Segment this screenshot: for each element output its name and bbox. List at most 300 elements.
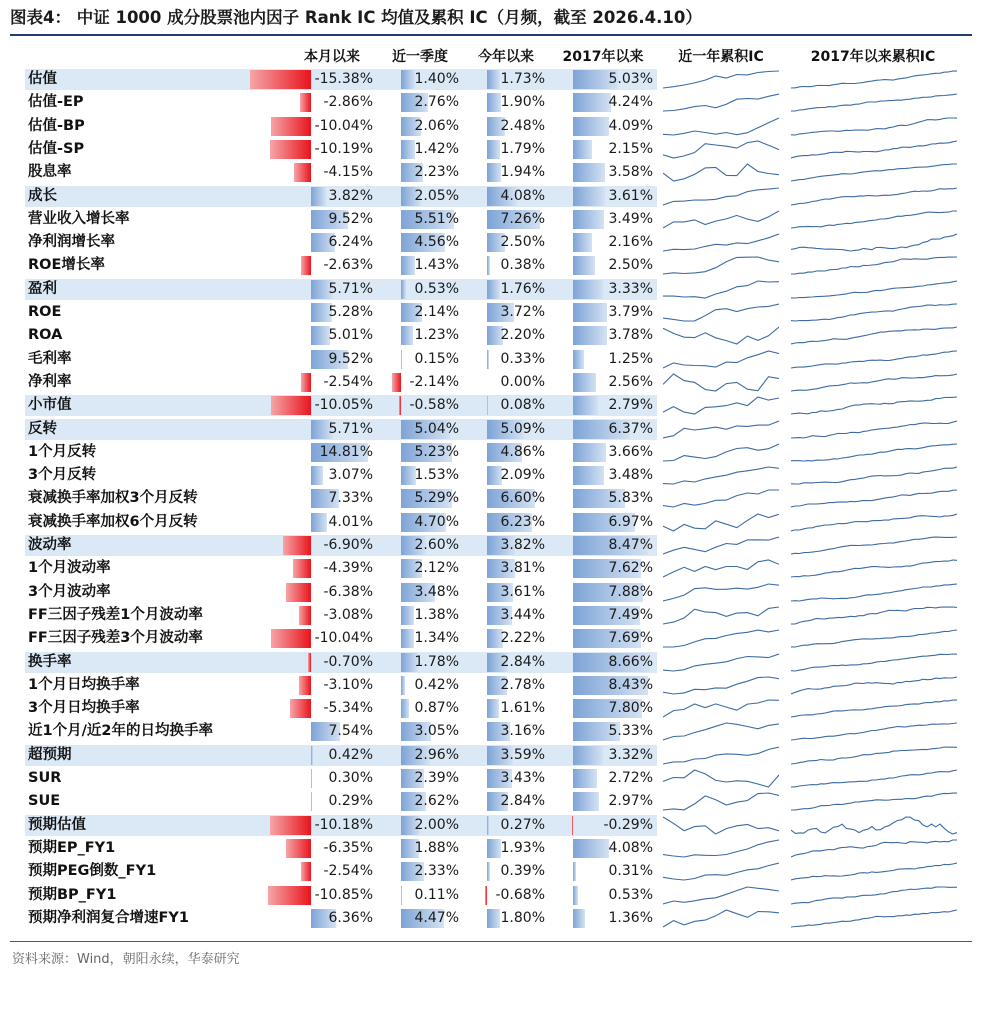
month-cell xyxy=(287,68,377,91)
cum-ic-2017-sparkline xyxy=(791,837,957,860)
since-2017-cell xyxy=(549,627,657,650)
ic-value: 8.43% xyxy=(608,676,653,693)
month-cell xyxy=(287,790,377,813)
factor-name: 1个月反转 xyxy=(28,443,97,460)
month-cell xyxy=(287,837,377,860)
table-row xyxy=(25,161,965,184)
positive-bar xyxy=(401,629,414,648)
ic-value: 8.66% xyxy=(608,653,653,670)
ic-value: 2.05% xyxy=(414,187,459,204)
month-cell xyxy=(287,441,377,464)
ic-value: 4.56% xyxy=(414,234,459,251)
ic-value: 4.08% xyxy=(500,187,545,204)
factor-name: 估值-EP xyxy=(28,94,84,111)
table-row xyxy=(25,884,965,907)
positive-bar xyxy=(311,466,323,485)
quarter-cell xyxy=(377,487,463,510)
ic-value: 0.29% xyxy=(328,793,373,810)
ic-value: -4.15% xyxy=(323,164,373,181)
ic-value: 3.33% xyxy=(608,280,653,297)
cum-ic-2017-sparkline xyxy=(791,278,957,301)
since-2017-cell xyxy=(549,138,657,161)
ic-value: 7.88% xyxy=(608,583,653,600)
negative-bar xyxy=(250,70,312,89)
cum-ic-1y-sparkline xyxy=(663,767,779,790)
quarter-cell xyxy=(377,651,463,674)
factor-name: 衰减换手率加权3个月反转 xyxy=(28,490,198,507)
ic-value: 1.61% xyxy=(500,700,545,717)
positive-bar xyxy=(573,373,596,392)
ic-value: 6.24% xyxy=(328,234,373,251)
cum-ic-1y-sparkline xyxy=(663,907,779,930)
ic-value: 6.97% xyxy=(608,513,653,530)
ic-value: 6.36% xyxy=(328,909,373,926)
ic-value: 3.66% xyxy=(608,443,653,460)
ytd-cell xyxy=(463,487,549,510)
positive-bar xyxy=(311,326,330,345)
cum-ic-2017-sparkline xyxy=(791,581,957,604)
quarter-cell xyxy=(377,627,463,650)
factor-name: 3个月反转 xyxy=(28,467,97,484)
ytd-cell xyxy=(463,814,549,837)
ic-value: 2.23% xyxy=(414,164,459,181)
table-row xyxy=(25,627,965,650)
since-2017-cell xyxy=(549,371,657,394)
factor-name: 反转 xyxy=(28,420,57,437)
month-cell xyxy=(287,324,377,347)
cum-ic-1y-sparkline xyxy=(663,837,779,860)
ic-value: 0.42% xyxy=(328,746,373,763)
positive-bar xyxy=(487,93,501,112)
since-2017-cell xyxy=(549,790,657,813)
quarter-cell xyxy=(377,91,463,114)
since-2017-cell xyxy=(549,884,657,907)
ytd-cell xyxy=(463,790,549,813)
cum-ic-1y-sparkline xyxy=(663,418,779,441)
factor-name: 衰减换手率加权6个月反转 xyxy=(28,513,198,530)
ic-value: 5.23% xyxy=(414,443,459,460)
table-row xyxy=(25,697,965,720)
quarter-cell xyxy=(377,161,463,184)
positive-bar xyxy=(487,839,501,858)
table-row xyxy=(25,651,965,674)
ic-value: 7.26% xyxy=(500,210,545,227)
ic-value: -2.14% xyxy=(409,373,459,390)
negative-bar xyxy=(299,606,311,625)
positive-bar xyxy=(487,70,500,89)
month-cell xyxy=(287,674,377,697)
ic-value: 2.78% xyxy=(500,676,545,693)
ytd-cell xyxy=(463,115,549,138)
cum-ic-1y-sparkline xyxy=(663,790,779,813)
month-cell xyxy=(287,627,377,650)
ic-value: 2.84% xyxy=(500,793,545,810)
ic-value: -15.38% xyxy=(314,71,373,87)
positive-bar xyxy=(573,210,604,229)
ic-value: -2.63% xyxy=(323,257,373,274)
positive-bar xyxy=(401,326,413,345)
ic-value: 2.09% xyxy=(500,467,545,484)
cum-ic-1y-sparkline xyxy=(663,371,779,394)
ic-value: -3.10% xyxy=(323,676,373,693)
quarter-cell xyxy=(377,837,463,860)
quarter-cell xyxy=(377,814,463,837)
ic-value: 8.47% xyxy=(608,537,653,553)
cum-ic-1y-sparkline xyxy=(663,278,779,301)
ytd-cell xyxy=(463,394,549,417)
table-row xyxy=(25,581,965,604)
negative-bar xyxy=(301,256,312,275)
positive-bar xyxy=(311,513,327,532)
table-row xyxy=(25,744,965,767)
positive-bar xyxy=(573,303,607,322)
figure-title: 图表4： 中证 1000 成分股票池内因子 Rank IC 均值及累积 IC（月频，截至 2026.4.10） xyxy=(10,8,702,27)
factor-name: 预期EP_FY1 xyxy=(28,839,116,856)
ic-value: 0.87% xyxy=(414,700,459,717)
quarter-cell xyxy=(377,604,463,627)
ic-value: 2.56% xyxy=(608,373,653,390)
positive-bar xyxy=(487,699,499,718)
ic-value: 1.38% xyxy=(414,606,459,623)
cum-ic-2017-sparkline xyxy=(791,161,957,184)
ic-value: 3.82% xyxy=(500,537,545,553)
cum-ic-2017-sparkline xyxy=(791,115,957,138)
ic-value: 3.79% xyxy=(608,304,653,320)
ytd-cell xyxy=(463,557,549,580)
cum-ic-2017-sparkline xyxy=(791,860,957,883)
factor-name: FF三因子残差3个月波动率 xyxy=(28,630,203,647)
ic-value: 3.32% xyxy=(608,746,653,763)
ic-value: 2.22% xyxy=(500,630,545,647)
cum-ic-1y-sparkline xyxy=(663,534,779,557)
since-2017-cell xyxy=(549,115,657,138)
ytd-cell xyxy=(463,324,549,347)
ic-value: 4.09% xyxy=(608,117,653,134)
quarter-cell xyxy=(377,511,463,534)
ytd-cell xyxy=(463,161,549,184)
ytd-cell xyxy=(463,604,549,627)
since-2017-cell xyxy=(549,324,657,347)
table-row xyxy=(25,208,965,231)
cum-ic-2017-sparkline xyxy=(791,464,957,487)
quarter-cell xyxy=(377,68,463,91)
table-row xyxy=(25,511,965,534)
quarter-cell xyxy=(377,581,463,604)
ic-value: 2.50% xyxy=(500,234,545,251)
ytd-cell xyxy=(463,627,549,650)
ic-value: 7.80% xyxy=(608,700,653,717)
ytd-cell xyxy=(463,464,549,487)
negative-bar xyxy=(299,676,311,695)
ytd-cell xyxy=(463,254,549,277)
cum-ic-1y-sparkline xyxy=(663,161,779,184)
factor-name: 3个月日均换手率 xyxy=(28,700,140,717)
positive-bar xyxy=(401,350,402,369)
ic-value: 2.33% xyxy=(414,863,459,880)
top-rule xyxy=(10,34,972,36)
ytd-cell xyxy=(463,441,549,464)
ytd-cell xyxy=(463,581,549,604)
month-cell xyxy=(287,487,377,510)
since-2017-cell xyxy=(549,557,657,580)
factor-name: 股息率 xyxy=(28,164,72,181)
ic-value: 2.16% xyxy=(608,234,653,251)
since-2017-cell xyxy=(549,860,657,883)
positive-bar xyxy=(401,256,415,275)
ic-value: 1.73% xyxy=(500,71,545,87)
ic-value: 3.78% xyxy=(608,327,653,344)
ic-value: 3.48% xyxy=(414,583,459,600)
table-row xyxy=(25,767,965,790)
cum-ic-2017-sparkline xyxy=(791,907,957,930)
month-cell xyxy=(287,254,377,277)
ic-value: 0.39% xyxy=(500,863,545,880)
negative-bar xyxy=(294,163,311,182)
positive-bar xyxy=(573,443,606,462)
header-cum-ic-2017: 2017年以来累积IC xyxy=(810,49,936,65)
ic-value: 2.00% xyxy=(414,816,459,833)
since-2017-cell xyxy=(549,697,657,720)
factor-name: SUR xyxy=(28,770,62,786)
cum-ic-2017-sparkline xyxy=(791,231,957,254)
cum-ic-2017-sparkline xyxy=(791,441,957,464)
ic-value: 7.33% xyxy=(328,490,373,507)
cum-ic-2017-sparkline xyxy=(791,348,957,371)
ic-value: 2.62% xyxy=(414,793,459,810)
ic-value: 2.48% xyxy=(500,117,545,134)
factor-name: SUE xyxy=(28,793,61,810)
negative-bar xyxy=(300,93,311,112)
ytd-cell xyxy=(463,884,549,907)
factor-name: 预期PEG倒数_FY1 xyxy=(28,863,157,880)
factor-name: ROE xyxy=(28,304,62,320)
month-cell xyxy=(287,394,377,417)
since-2017-cell xyxy=(549,394,657,417)
ic-value: 0.08% xyxy=(500,397,545,414)
factor-name: 盈利 xyxy=(28,280,57,297)
table-row xyxy=(25,115,965,138)
factor-name: 1个月波动率 xyxy=(28,560,111,577)
month-cell xyxy=(287,348,377,371)
positive-bar xyxy=(487,909,500,928)
quarter-cell xyxy=(377,464,463,487)
cum-ic-2017-sparkline xyxy=(791,91,957,114)
ic-value: -10.85% xyxy=(314,886,373,903)
ic-value: 5.09% xyxy=(500,420,545,437)
table-row xyxy=(25,814,965,837)
ic-value: 2.84% xyxy=(500,653,545,670)
ic-value: 2.06% xyxy=(414,117,459,134)
since-2017-cell xyxy=(549,301,657,324)
negative-bar xyxy=(485,886,487,905)
ytd-cell xyxy=(463,278,549,301)
negative-bar xyxy=(301,373,311,392)
ic-value: 1.88% xyxy=(414,839,459,856)
since-2017-cell xyxy=(549,231,657,254)
cum-ic-2017-sparkline xyxy=(791,68,957,91)
positive-bar xyxy=(401,140,415,159)
quarter-cell xyxy=(377,720,463,743)
positive-bar xyxy=(573,163,605,182)
header-month: 本月以来 xyxy=(304,49,360,65)
table-row xyxy=(25,720,965,743)
ic-value: 6.37% xyxy=(608,420,653,437)
factor-name: 近1个月/近2年的日均换手率 xyxy=(28,723,213,740)
negative-bar xyxy=(308,653,311,672)
cum-ic-2017-sparkline xyxy=(791,487,957,510)
table-row xyxy=(25,487,965,510)
negative-bar xyxy=(286,583,312,602)
ytd-cell xyxy=(463,534,549,557)
positive-bar xyxy=(487,280,500,299)
quarter-cell xyxy=(377,371,463,394)
month-cell xyxy=(287,208,377,231)
table-row xyxy=(25,790,965,813)
ic-value: -10.04% xyxy=(314,630,373,647)
quarter-cell xyxy=(377,254,463,277)
ic-value: 2.50% xyxy=(608,257,653,274)
positive-bar xyxy=(311,769,312,788)
header-since-2017: 2017年以来 xyxy=(562,49,644,65)
ytd-cell xyxy=(463,231,549,254)
ic-value: -10.19% xyxy=(314,140,373,157)
table-row xyxy=(25,68,965,91)
ic-value: 2.97% xyxy=(608,793,653,810)
ic-value: 2.60% xyxy=(414,537,459,553)
quarter-cell xyxy=(377,324,463,347)
ic-value: 7.62% xyxy=(608,560,653,577)
cum-ic-1y-sparkline xyxy=(663,814,779,837)
cum-ic-1y-sparkline xyxy=(663,464,779,487)
ic-value: 0.42% xyxy=(414,676,459,693)
ic-value: 1.76% xyxy=(500,280,545,297)
source-note: 资料来源：Wind，朝阳永续，华泰研究 xyxy=(12,952,240,967)
positive-bar xyxy=(401,676,405,695)
positive-bar xyxy=(573,140,592,159)
table-row xyxy=(25,231,965,254)
factor-name: 成长 xyxy=(28,187,57,204)
ic-value: 3.44% xyxy=(500,606,545,623)
ic-value: 9.52% xyxy=(328,350,373,367)
ic-value: 5.03% xyxy=(608,71,653,87)
month-cell xyxy=(287,511,377,534)
cum-ic-2017-sparkline xyxy=(791,371,957,394)
since-2017-cell xyxy=(549,720,657,743)
since-2017-cell xyxy=(549,814,657,837)
ic-value: 3.16% xyxy=(500,723,545,740)
factor-name: 毛利率 xyxy=(28,350,72,367)
positive-bar xyxy=(487,140,500,159)
cum-ic-2017-sparkline xyxy=(791,208,957,231)
month-cell xyxy=(287,534,377,557)
table-row xyxy=(25,185,965,208)
cum-ic-1y-sparkline xyxy=(663,254,779,277)
quarter-cell xyxy=(377,138,463,161)
ic-value: 5.71% xyxy=(328,420,373,437)
quarter-cell xyxy=(377,744,463,767)
cum-ic-2017-sparkline xyxy=(791,651,957,674)
since-2017-cell xyxy=(549,91,657,114)
cum-ic-1y-sparkline xyxy=(663,674,779,697)
month-cell xyxy=(287,278,377,301)
cum-ic-2017-sparkline xyxy=(791,767,957,790)
positive-bar xyxy=(573,746,603,765)
positive-bar xyxy=(401,699,409,718)
ic-value: -0.68% xyxy=(495,886,545,903)
table-row xyxy=(25,138,965,161)
quarter-cell xyxy=(377,557,463,580)
table-row xyxy=(25,674,965,697)
quarter-cell xyxy=(377,790,463,813)
table-row xyxy=(25,534,965,557)
since-2017-cell xyxy=(549,161,657,184)
ytd-cell xyxy=(463,185,549,208)
negative-bar xyxy=(270,140,311,159)
quarter-cell xyxy=(377,534,463,557)
ic-value: 0.38% xyxy=(500,257,545,274)
negative-bar xyxy=(271,629,311,648)
cum-ic-2017-sparkline xyxy=(791,720,957,743)
negative-bar xyxy=(286,839,311,858)
month-cell xyxy=(287,744,377,767)
factor-name: 预期BP_FY1 xyxy=(28,886,117,903)
ic-value: 7.54% xyxy=(328,723,373,740)
since-2017-cell xyxy=(549,487,657,510)
cum-ic-1y-sparkline xyxy=(663,627,779,650)
month-cell xyxy=(287,464,377,487)
negative-bar xyxy=(290,699,311,718)
table-row xyxy=(25,557,965,580)
since-2017-cell xyxy=(549,464,657,487)
cum-ic-2017-sparkline xyxy=(791,394,957,417)
ic-value: 3.43% xyxy=(500,770,545,786)
negative-bar xyxy=(268,886,311,905)
month-cell xyxy=(287,720,377,743)
since-2017-cell xyxy=(549,208,657,231)
quarter-cell xyxy=(377,115,463,138)
ytd-cell xyxy=(463,674,549,697)
ic-value: 4.86% xyxy=(500,443,545,460)
positive-bar xyxy=(573,769,597,788)
ytd-cell xyxy=(463,348,549,371)
ic-value: 4.08% xyxy=(608,839,653,856)
cum-ic-2017-sparkline xyxy=(791,557,957,580)
table-row xyxy=(25,278,965,301)
ytd-cell xyxy=(463,418,549,441)
factor-name: 3个月波动率 xyxy=(28,583,111,600)
table-row xyxy=(25,394,965,417)
ic-value: 1.94% xyxy=(500,164,545,181)
quarter-cell xyxy=(377,301,463,324)
cum-ic-1y-sparkline xyxy=(663,441,779,464)
factor-name: 换手率 xyxy=(28,653,72,670)
ic-value: 0.00% xyxy=(500,373,545,390)
positive-bar xyxy=(487,862,490,881)
ytd-cell xyxy=(463,767,549,790)
ic-value: -0.70% xyxy=(323,653,373,670)
since-2017-cell xyxy=(549,418,657,441)
factor-name: 估值 xyxy=(28,71,57,87)
quarter-cell xyxy=(377,697,463,720)
ic-value: 1.53% xyxy=(414,467,459,484)
month-cell xyxy=(287,697,377,720)
ic-value: -6.38% xyxy=(323,583,373,600)
since-2017-cell xyxy=(549,185,657,208)
ic-value: 3.07% xyxy=(328,467,373,484)
month-cell xyxy=(287,604,377,627)
ic-value: 2.79% xyxy=(608,397,653,414)
cum-ic-1y-sparkline xyxy=(663,651,779,674)
